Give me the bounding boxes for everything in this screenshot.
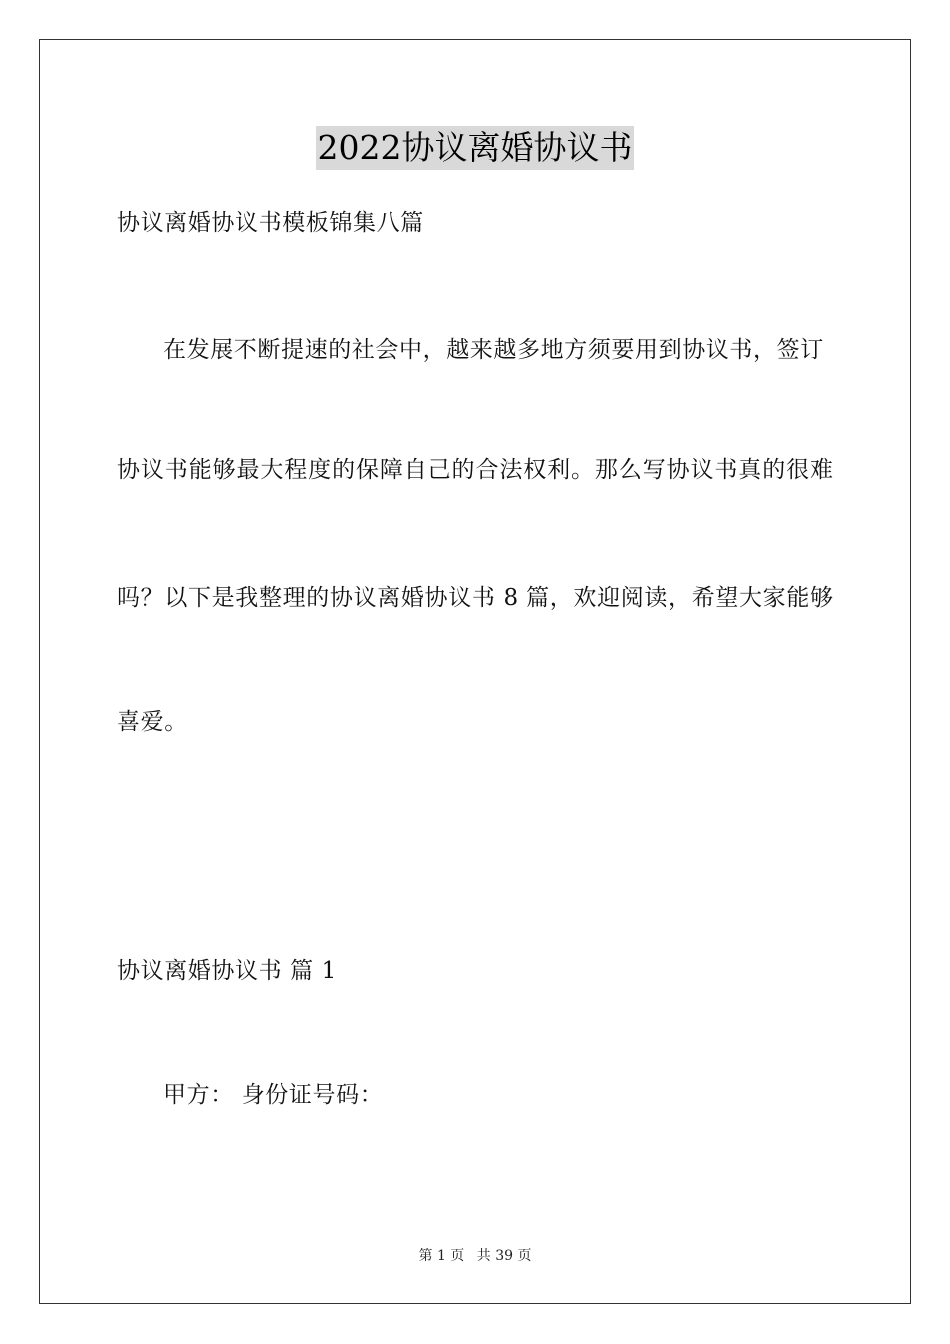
page-footer bbox=[0, 1247, 950, 1265]
title-container bbox=[0, 126, 950, 170]
section-heading: 协议离婚协议书 篇 1 bbox=[117, 958, 337, 984]
document-title: 2022协议离婚协议书 bbox=[316, 126, 635, 170]
page-number-total: 共 39 页 bbox=[476, 1248, 532, 1264]
intro-line-1: 在发展不断提速的社会中，越来越多地方须要用到协议书，签订 bbox=[163, 337, 824, 363]
party-a-line: 甲方： 身份证号码： bbox=[163, 1082, 384, 1108]
document-subtitle: 协议离婚协议书模板锦集八篇 bbox=[117, 210, 424, 236]
intro-line-4: 喜爱。 bbox=[117, 709, 188, 735]
intro-line-3: 吗？以下是我整理的协议离婚协议书 8 篇，欢迎阅读，希望大家能够 bbox=[117, 585, 833, 611]
page-number-current: 第 1 页 bbox=[418, 1248, 465, 1264]
intro-line-2: 协议书能够最大程度的保障自己的合法权利。那么写协议书真的很难 bbox=[117, 457, 833, 483]
